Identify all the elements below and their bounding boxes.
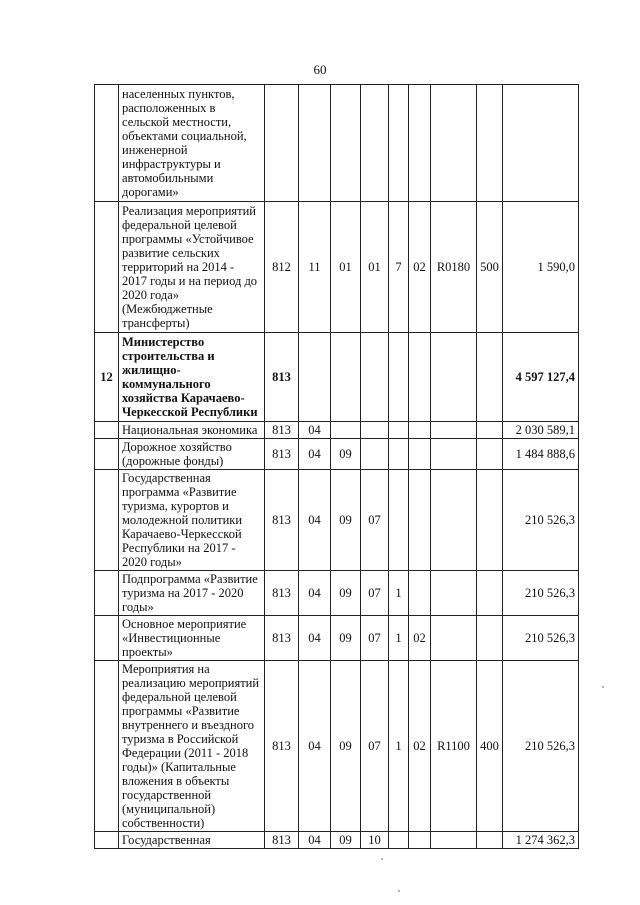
section-cell (299, 333, 331, 422)
row-number-cell (95, 470, 119, 571)
ministry-code-cell: 813 (265, 422, 299, 439)
scan-speck (398, 890, 400, 892)
expense-type-cell: 400 (477, 661, 503, 832)
row-number-cell: 12 (95, 333, 119, 422)
program-cell (361, 85, 389, 202)
row-number-cell (95, 202, 119, 333)
amount-cell: 210 526,3 (503, 661, 579, 832)
section-cell: 04 (299, 422, 331, 439)
subprogram-cell (389, 439, 409, 470)
event-cell: 02 (409, 661, 431, 832)
event-cell (409, 439, 431, 470)
row-name-cell: Основное мероприятие «Инвестиционные проекты» (119, 616, 265, 661)
row-name-cell: населенных пунктов, расположенных в сельской местности, объектами социальной, инженерной инфраструктуры и автомобильными дорогами» (119, 85, 265, 202)
scan-speck (602, 686, 604, 688)
table-row (95, 422, 579, 439)
budget-table (94, 84, 579, 849)
subsection-cell: 09 (331, 470, 361, 571)
subsection-cell (331, 422, 361, 439)
direction-cell (431, 422, 477, 439)
expense-type-cell (477, 616, 503, 661)
event-cell (409, 333, 431, 422)
direction-cell (431, 832, 477, 849)
ministry-code-cell: 813 (265, 832, 299, 849)
ministry-code-cell: 813 (265, 470, 299, 571)
amount-cell: 1 484 888,6 (503, 439, 579, 470)
subprogram-cell: 1 (389, 661, 409, 832)
ministry-code-cell: 813 (265, 333, 299, 422)
ministry-code-cell: 812 (265, 202, 299, 333)
expense-type-cell (477, 470, 503, 571)
table-row (95, 202, 579, 333)
direction-cell (431, 439, 477, 470)
subsection-cell (331, 85, 361, 202)
expense-type-cell: 500 (477, 202, 503, 333)
amount-cell: 4 597 127,4 (503, 333, 579, 422)
row-name-cell: Государственная программа «Развитие туризма, курортов и молодежной политики Карачаево-Черкесской Республики на 2017 - 2020 годы» (119, 470, 265, 571)
table-row (95, 85, 579, 202)
row-number-cell (95, 85, 119, 202)
section-cell (299, 85, 331, 202)
expense-type-cell (477, 439, 503, 470)
expense-type-cell (477, 571, 503, 616)
subprogram-cell (389, 333, 409, 422)
row-number-cell (95, 439, 119, 470)
row-name-cell: Реализация мероприятий федеральной целевой программы «Устойчивое развитие сельских территорий на 2014 - 2017 годы и на период до 2020 года» (Межбюджетные трансферты) (119, 202, 265, 333)
program-cell: 07 (361, 470, 389, 571)
page-number: 60 (313, 62, 327, 77)
table-row (95, 470, 579, 571)
program-cell (361, 422, 389, 439)
table-body (95, 85, 579, 849)
expense-type-cell (477, 422, 503, 439)
table-row (95, 333, 579, 422)
subsection-cell: 09 (331, 832, 361, 849)
event-cell: 02 (409, 616, 431, 661)
ministry-code-cell: 813 (265, 439, 299, 470)
subprogram-cell (389, 470, 409, 571)
table-row (95, 616, 579, 661)
amount-cell: 210 526,3 (503, 571, 579, 616)
row-name-cell: Подпрограмма «Развитие туризма на 2017 - 2020 годы» (119, 571, 265, 616)
amount-cell: 2 030 589,1 (503, 422, 579, 439)
subprogram-cell: 1 (389, 616, 409, 661)
expense-type-cell (477, 85, 503, 202)
row-number-cell (95, 832, 119, 849)
section-cell: 04 (299, 439, 331, 470)
direction-cell: R1100 (431, 661, 477, 832)
row-number-cell (95, 571, 119, 616)
row-name-cell: Национальная экономика (119, 422, 265, 439)
program-cell: 01 (361, 202, 389, 333)
subsection-cell: 01 (331, 202, 361, 333)
section-cell: 04 (299, 832, 331, 849)
subprogram-cell: 1 (389, 571, 409, 616)
program-cell: 07 (361, 661, 389, 832)
program-cell (361, 333, 389, 422)
subsection-cell: 09 (331, 439, 361, 470)
amount-cell: 1 274 362,3 (503, 832, 579, 849)
row-name-cell: Министерство строительства и жилищно- коммунального хозяйства Карачаево- Черкесской Республики (119, 333, 265, 422)
direction-cell (431, 333, 477, 422)
direction-cell (431, 571, 477, 616)
direction-cell (431, 616, 477, 661)
event-cell (409, 85, 431, 202)
direction-cell (431, 85, 477, 202)
subprogram-cell: 7 (389, 202, 409, 333)
subsection-cell: 09 (331, 571, 361, 616)
row-number-cell (95, 422, 119, 439)
event-cell: 02 (409, 202, 431, 333)
ministry-code-cell: 813 (265, 616, 299, 661)
event-cell (409, 571, 431, 616)
table-row (95, 661, 579, 832)
ministry-code-cell: 813 (265, 661, 299, 832)
event-cell (409, 422, 431, 439)
program-cell: 10 (361, 832, 389, 849)
section-cell: 04 (299, 571, 331, 616)
scan-speck (381, 858, 383, 860)
expense-type-cell (477, 333, 503, 422)
direction-cell: R0180 (431, 202, 477, 333)
subsection-cell: 09 (331, 616, 361, 661)
row-name-cell: Государственная (119, 832, 265, 849)
section-cell: 04 (299, 470, 331, 571)
row-name-cell: Дорожное хозяйство (дорожные фонды) (119, 439, 265, 470)
program-cell: 07 (361, 571, 389, 616)
subprogram-cell (389, 85, 409, 202)
subsection-cell: 09 (331, 661, 361, 832)
row-number-cell (95, 661, 119, 832)
event-cell (409, 832, 431, 849)
subprogram-cell (389, 422, 409, 439)
amount-cell: 1 590,0 (503, 202, 579, 333)
subsection-cell (331, 333, 361, 422)
amount-cell: 210 526,3 (503, 470, 579, 571)
row-number-cell (95, 616, 119, 661)
ministry-code-cell (265, 85, 299, 202)
table-row (95, 832, 579, 849)
amount-cell (503, 85, 579, 202)
program-cell: 07 (361, 616, 389, 661)
ministry-code-cell: 813 (265, 571, 299, 616)
section-cell: 04 (299, 661, 331, 832)
expense-type-cell (477, 832, 503, 849)
section-cell: 04 (299, 616, 331, 661)
program-cell (361, 439, 389, 470)
table-row (95, 439, 579, 470)
section-cell: 11 (299, 202, 331, 333)
row-name-cell: Мероприятия на реализацию мероприятий федеральной целевой программы «Развитие внутреннего и въездного туризма в Российской Федерации (2011 - 2018 годы)» (Капитальные вложения в объекты государственной (муниципальной) собственности) (119, 661, 265, 832)
event-cell (409, 470, 431, 571)
table-row (95, 571, 579, 616)
amount-cell: 210 526,3 (503, 616, 579, 661)
subprogram-cell (389, 832, 409, 849)
direction-cell (431, 470, 477, 571)
